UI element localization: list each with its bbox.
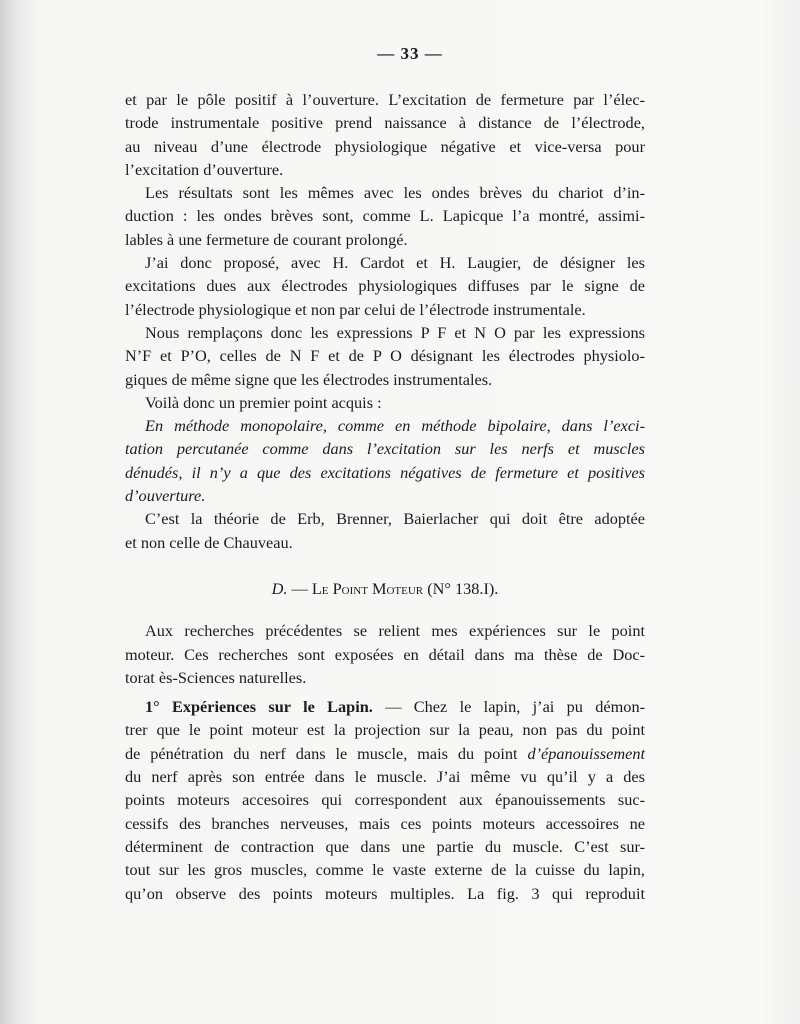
text-line: trer que le point moteur est la projection sur la peau, non pas du point	[125, 720, 645, 740]
text-line: qu’on observe des points moteurs multiples. La fig. 3 qui reproduit	[125, 883, 645, 903]
text-line: Nous remplaçons donc les expressions P F et N O par les expressions	[145, 322, 645, 342]
text-line: En méthode monopolaire, comme en méthode bipolaire, dans l’exci-	[145, 416, 645, 436]
text-line: excitations dues aux électrodes physiologiques diffuses par le signe de	[125, 276, 645, 296]
text-span: — Chez le lapin, j’ai pu démon-	[372, 697, 646, 717]
page-number: — 33 —	[377, 44, 443, 63]
text-span-italic: d’épanouissement	[527, 743, 645, 763]
section-ref: (N° 138.I).	[423, 578, 499, 598]
text-line	[125, 695, 645, 718]
text-line: cessifs des branches nerveuses, mais ces points moteurs accessoires ne	[125, 813, 645, 833]
body-text	[125, 88, 645, 905]
text-line	[125, 742, 645, 765]
section-title: Le Point Moteur	[311, 578, 424, 598]
text-line: N’F et P’O, celles de N F et de P O désignant les électrodes physiolo-	[125, 346, 645, 366]
text-line: J’ai donc proposé, avec H. Cardot et H. Laugier, de désigner les	[145, 253, 645, 273]
text-line: moteur. Ces recherches sont exposées en détail dans ma thèse de Doc-	[125, 644, 645, 664]
text-line: d’ouverture.	[125, 486, 206, 506]
text-line: déterminent de contraction que dans une partie du muscle. C’est sur-	[125, 836, 645, 856]
text-line: torat ès-Sciences naturelles.	[125, 667, 307, 687]
text-line: l’électrode physiologique et non par celui de l’électrode instrumentale.	[125, 299, 586, 319]
text-span: de pénétration du nerf dans le muscle, mais du point	[125, 743, 528, 763]
text-line: C’est la théorie de Erb, Brenner, Baierlacher qui doit être adoptée	[145, 509, 645, 529]
text-line: Voilà donc un premier point acquis :	[145, 392, 382, 412]
text-line: trode instrumentale positive prend naissance à distance de l’électrode,	[125, 113, 645, 133]
text-line: duction : les ondes brèves sont, comme L. Lapicque l’a montré, assimi-	[125, 206, 645, 226]
text-line: du nerf après son entrée dans le muscle. J’ai même vu qu’il y a des	[125, 767, 645, 787]
text-line: dénudés, il n’y a que des excitations négatives de fermeture et positives	[125, 462, 645, 482]
section-letter: D.	[271, 578, 288, 598]
text-line: et par le pôle positif à l’ouverture. L’excitation de fermeture par l’élec-	[125, 90, 645, 109]
text-line: et non celle de Chauveau.	[125, 532, 293, 552]
text-line: Les résultats sont les mêmes avec les ondes brèves du chariot d’in-	[145, 183, 645, 203]
section-dash: —	[287, 578, 312, 598]
subsection-heading: 1° Expériences sur le Lapin.	[145, 697, 373, 717]
text-line: tation percutanée comme dans l’excitation sur les nerfs et muscles	[125, 439, 645, 459]
text-line: l’excitation d’ouverture.	[125, 159, 284, 179]
section-heading	[125, 577, 645, 600]
text-line: giques de même signe que les électrodes instrumentales.	[125, 369, 493, 389]
text-line: tout sur les gros muscles, comme le vaste externe de la cuisse du lapin,	[125, 860, 645, 880]
text-line: points moteurs accesoires qui correspondent aux épanouissements suc-	[125, 790, 645, 810]
text-line: lables à une fermeture de courant prolongé.	[125, 229, 408, 249]
text-line: au niveau d’une électrode physiologique négative et vice-versa pour	[125, 136, 645, 156]
text-line: Aux recherches précédentes se relient mes expériences sur le point	[145, 621, 645, 641]
